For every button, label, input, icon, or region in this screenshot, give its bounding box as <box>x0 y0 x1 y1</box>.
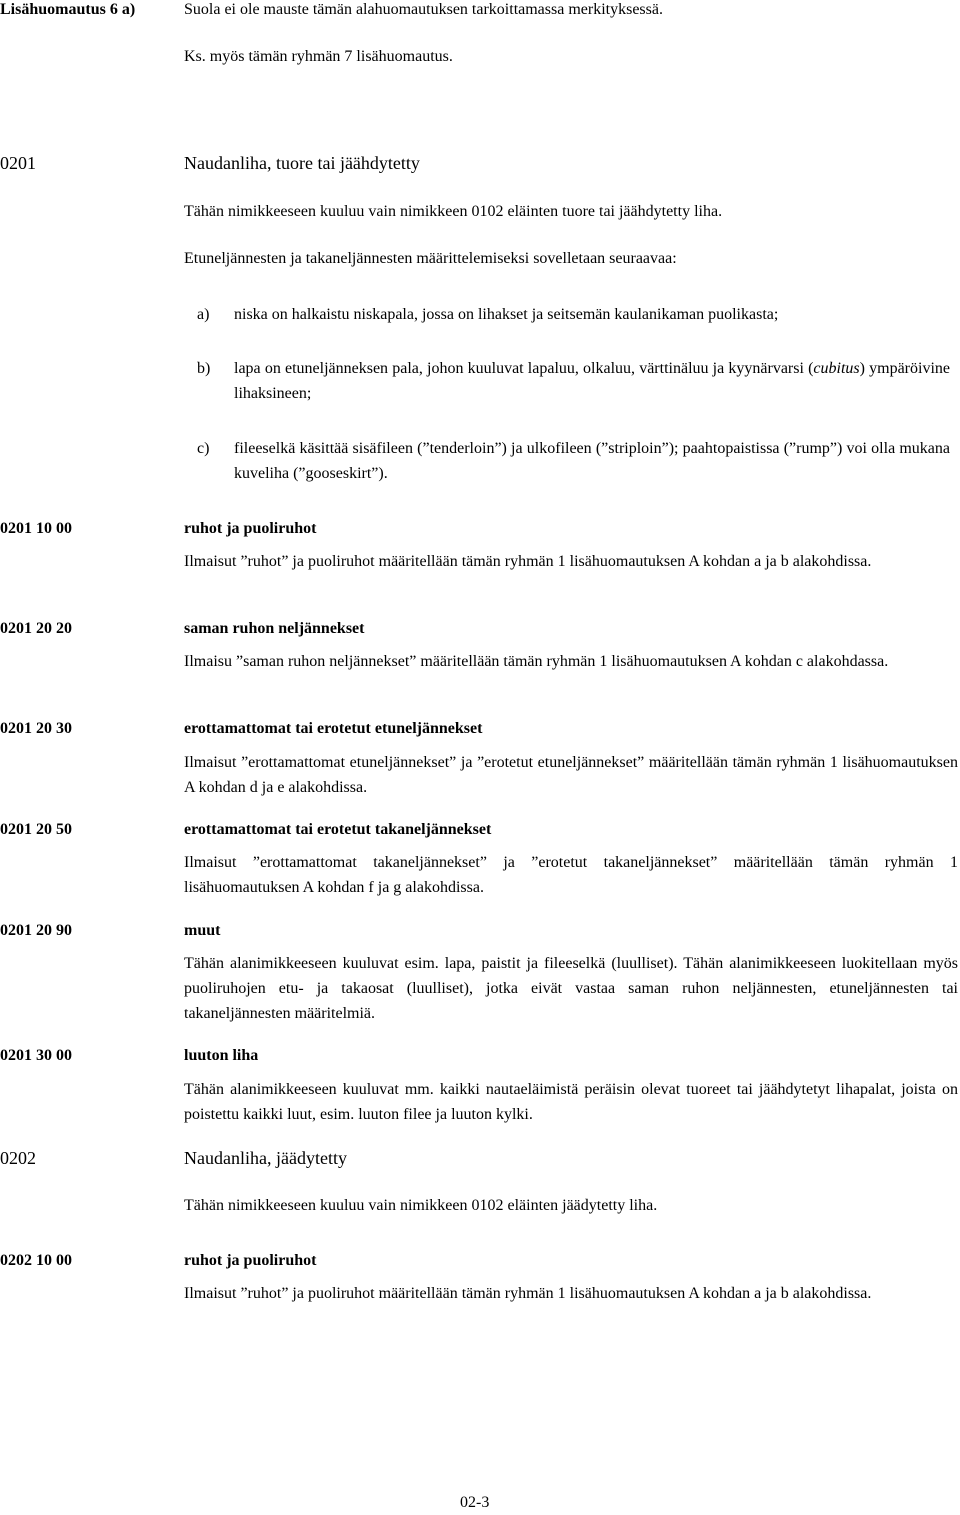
entry-text: Tähän alanimikkeeseen kuuluvat esim. lapa, paistit ja fileeselkä (luulliset). Tähän alanimikkeeseen luokitellaan myös puoliruhojen etu- ja takaosat (luulliset), jotka eivät vastaa saman ruhon neljännesten, etuneljännesten tai takaneljännesten määritelmiä. <box>184 955 958 1022</box>
heading-code-0202: 0202 <box>0 1148 36 1168</box>
page-number: 02-3 <box>460 1494 490 1511</box>
definition-intro: Etuneljännesten ja takaneljännesten määrittelemiseksi sovelletaan seuraavaa: <box>184 250 677 267</box>
item-text-b: lapa on etuneljänneksen pala, johon kuuluvat lapaluu, olkaluu, värttinäluu ja kyynärvarsi (cubitus) ympäröivine lihaksineen; <box>234 360 950 402</box>
entry-text: Tähän alanimikkeeseen kuuluvat mm. kaikki nautaeläimistä peräisin olevat tuoreet tai jäähdytetyt lihapalat, joista on poistettu kaikki luut, esim. luuton filee ja luuton kylki. <box>184 1081 958 1123</box>
entry-text: Ilmaisut ”erottamattomat etuneljännekset” ja ”erotetut etuneljännekset” määritellään tämän ryhmän 1 lisähuomautuksen A kohdan d ja e alakohdissa. <box>184 754 958 796</box>
note-line-2: Ks. myös tämän ryhmän 7 lisähuomautus. <box>184 48 453 65</box>
entry-code: 0201 30 00 <box>0 1047 72 1064</box>
entry-text: Ilmaisut ”ruhot” ja puoliruhot määritellään tämän ryhmän 1 lisähuomautuksen A kohdan a ja b alakohdissa. <box>184 553 872 570</box>
entry-title: saman ruhon neljännekset <box>184 620 365 637</box>
entry-code: 0201 20 50 <box>0 821 72 838</box>
note-label: Lisähuomautus 6 a) <box>0 1 136 18</box>
heading-code-0201: 0201 <box>0 153 36 173</box>
item-letter-b: b) <box>197 360 211 377</box>
entry-title: erottamattomat tai erotetut etuneljännekset <box>184 720 483 737</box>
entry-code: 0201 20 20 <box>0 620 72 637</box>
item-text-c: fileeselkä käsittää sisäfileen (”tenderloin”) ja ulkofileen (”striploin”); paahtopaistissa (”rump”) voi olla mukana kuveliha (”gooseskirt”). <box>234 440 950 482</box>
entry-code: 0201 20 30 <box>0 720 72 737</box>
heading-intro-0202: Tähän nimikkeeseen kuuluu vain nimikkeen 0102 eläinten jäädytetty liha. <box>184 1197 658 1214</box>
item-text-a: niska on halkaistu niskapala, jossa on lihakset ja seitsemän kaulanikaman puolikasta; <box>234 306 779 323</box>
item-letter-a: a) <box>197 306 210 323</box>
entry-code: 0202 10 00 <box>0 1252 72 1269</box>
entry-title: muut <box>184 922 221 939</box>
entry-title: ruhot ja puoliruhot <box>184 1252 317 1269</box>
entry-text: Ilmaisu ”saman ruhon neljännekset” määritellään tämän ryhmän 1 lisähuomautuksen A kohdan c alakohdassa. <box>184 653 889 670</box>
heading-intro-0201: Tähän nimikkeeseen kuuluu vain nimikkeen 0102 eläinten tuore tai jäähdytetty liha. <box>184 203 723 220</box>
note-line-1: Suola ei ole mauste tämän alahuomautuksen tarkoittamassa merkityksessä. <box>184 1 663 18</box>
entry-title: erottamattomat tai erotetut takaneljännekset <box>184 821 492 838</box>
entry-text: Ilmaisut ”ruhot” ja puoliruhot määritellään tämän ryhmän 1 lisähuomautuksen A kohdan a ja b alakohdissa. <box>184 1285 872 1302</box>
entry-code: 0201 20 90 <box>0 922 72 939</box>
entry-title: ruhot ja puoliruhot <box>184 520 317 537</box>
heading-title-0202: Naudanliha, jäädytetty <box>184 1148 347 1168</box>
entry-code: 0201 10 00 <box>0 520 72 537</box>
heading-title-0201: Naudanliha, tuore tai jäähdytetty <box>184 153 420 173</box>
entry-text: Ilmaisut ”erottamattomat takaneljännekset” ja ”erotetut takaneljännekset” määritellään tämän ryhmän 1 lisähuomautuksen A kohdan f ja g alakohdissa. <box>184 854 958 896</box>
entry-title: luuton liha <box>184 1047 259 1064</box>
item-letter-c: c) <box>197 440 210 457</box>
